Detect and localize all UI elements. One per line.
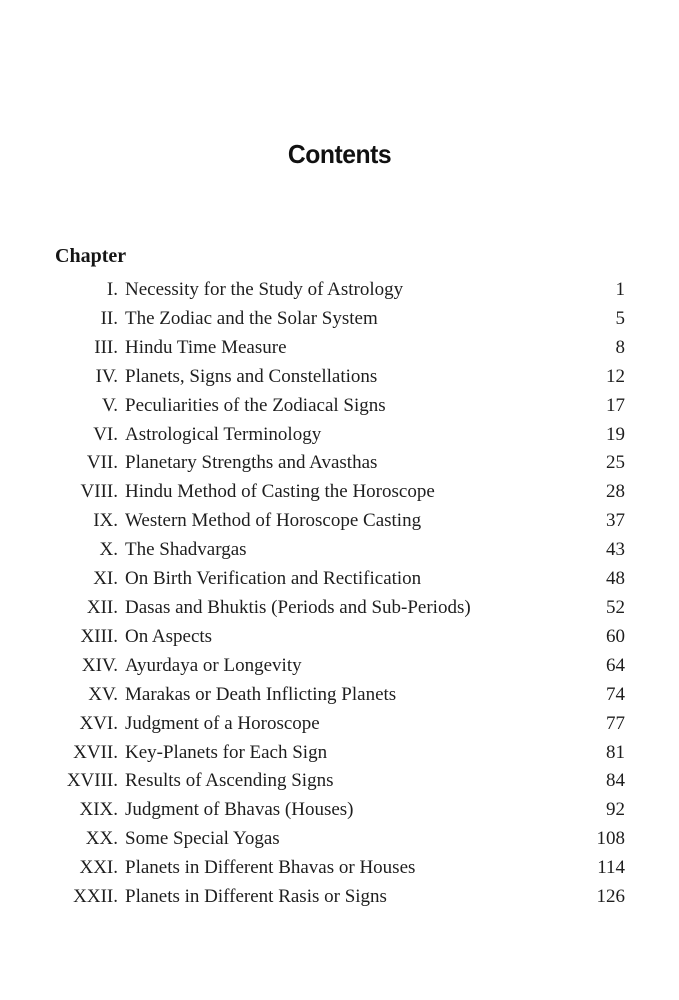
chapter-numeral: XV. bbox=[88, 683, 118, 705]
chapter-title: On Aspects bbox=[125, 625, 213, 647]
chapter-numeral: XVIII. bbox=[66, 770, 118, 792]
chapter-numeral: XVII. bbox=[73, 741, 118, 763]
page-number: 28 bbox=[606, 481, 625, 503]
chapter-title: Dasas and Bhuktis (Periods and Sub-Periods) bbox=[125, 596, 471, 618]
toc-entry-row bbox=[55, 276, 625, 305]
chapter-numeral: IX. bbox=[93, 510, 118, 532]
page-number: 37 bbox=[606, 510, 625, 532]
chapter-title: The Shadvargas bbox=[125, 539, 247, 561]
chapter-numeral: IV. bbox=[95, 365, 118, 387]
chapter-numeral: XIX. bbox=[79, 799, 118, 821]
chapter-heading: Chapter bbox=[55, 245, 127, 267]
toc-entry-row bbox=[55, 681, 625, 710]
chapter-numeral: VIII. bbox=[80, 481, 118, 503]
toc-entry-row bbox=[55, 449, 625, 478]
chapter-title: On Birth Verification and Rectification bbox=[125, 568, 422, 590]
toc-entry-row bbox=[55, 507, 625, 536]
chapter-numeral: I. bbox=[106, 279, 118, 300]
chapter-numeral: III. bbox=[94, 336, 118, 358]
chapter-title: The Zodiac and the Solar System bbox=[125, 307, 378, 329]
page-number: 48 bbox=[606, 568, 625, 590]
chapter-numeral: XXI. bbox=[79, 857, 118, 879]
chapter-title: Ayurdaya or Longevity bbox=[125, 654, 302, 676]
page-number: 84 bbox=[606, 770, 625, 792]
toc-entry-row bbox=[55, 421, 625, 450]
page-title: Contents bbox=[287, 139, 392, 169]
chapter-title: Planets in Different Bhavas or Houses bbox=[125, 857, 416, 879]
chapter-title: Planets in Different Rasis or Signs bbox=[125, 886, 387, 908]
page-number: 60 bbox=[606, 625, 625, 647]
page-number: 17 bbox=[606, 394, 625, 416]
chapter-numeral: VII. bbox=[86, 452, 118, 474]
page-number: 108 bbox=[596, 828, 625, 850]
toc-entry-row bbox=[55, 883, 625, 912]
chapter-numeral: XIV. bbox=[81, 654, 118, 676]
toc-entry-row bbox=[55, 536, 625, 565]
toc-entry-row bbox=[55, 478, 625, 507]
page-number: 25 bbox=[606, 452, 625, 474]
chapter-numeral: X. bbox=[99, 539, 118, 561]
page-number: 43 bbox=[606, 539, 625, 561]
toc-entry-row bbox=[55, 594, 625, 623]
toc-entry-row bbox=[55, 796, 625, 825]
toc-entry-row bbox=[55, 565, 625, 594]
page-number: 126 bbox=[596, 886, 625, 908]
page-number: 5 bbox=[615, 307, 625, 329]
toc-entry-row bbox=[55, 305, 625, 334]
toc-entry-row bbox=[55, 623, 625, 652]
chapter-title: Western Method of Horoscope Casting bbox=[125, 510, 422, 532]
page-number: 19 bbox=[606, 423, 625, 445]
page-number: 114 bbox=[597, 857, 625, 879]
chapter-numeral: XXII. bbox=[73, 886, 118, 908]
toc-entry-row bbox=[55, 652, 625, 681]
page-number: 77 bbox=[606, 712, 625, 734]
chapter-title: Hindu Time Measure bbox=[125, 336, 287, 358]
chapter-numeral: V. bbox=[101, 394, 118, 416]
chapter-numeral: XVI. bbox=[79, 712, 118, 734]
toc-entry-row bbox=[55, 334, 625, 363]
page-number: 52 bbox=[606, 596, 625, 618]
chapter-numeral: VI. bbox=[93, 423, 118, 445]
toc-entry-row bbox=[55, 825, 625, 854]
chapter-title: Peculiarities of the Zodiacal Signs bbox=[125, 394, 386, 416]
chapter-title: Necessity for the Study of Astrology bbox=[125, 279, 404, 300]
page-number: 81 bbox=[606, 741, 625, 763]
chapter-title: Some Special Yogas bbox=[125, 828, 280, 850]
page-number: 12 bbox=[606, 365, 625, 387]
chapter-title: Key-Planets for Each Sign bbox=[125, 741, 328, 763]
table-of-contents bbox=[55, 276, 625, 912]
chapter-title: Judgment of Bhavas (Houses) bbox=[125, 799, 354, 821]
chapter-title: Planetary Strengths and Avasthas bbox=[125, 452, 378, 474]
chapter-numeral: XII. bbox=[86, 596, 118, 618]
toc-entry-row bbox=[55, 767, 625, 796]
page-number: 8 bbox=[615, 336, 625, 358]
chapter-numeral: XIII. bbox=[80, 625, 118, 647]
toc-entry-row bbox=[55, 854, 625, 883]
page-number: 92 bbox=[606, 799, 625, 821]
chapter-title: Planets, Signs and Constellations bbox=[125, 365, 378, 387]
chapter-title: Judgment of a Horoscope bbox=[125, 712, 320, 734]
chapter-numeral: XI. bbox=[93, 568, 118, 590]
page-number: 74 bbox=[606, 683, 625, 705]
chapter-title: Hindu Method of Casting the Horoscope bbox=[125, 481, 435, 503]
chapter-title: Marakas or Death Inflicting Planets bbox=[125, 683, 397, 705]
toc-entry-row bbox=[55, 739, 625, 768]
chapter-numeral: XX. bbox=[85, 828, 118, 850]
chapter-numeral: II. bbox=[100, 307, 118, 329]
toc-entry-row bbox=[55, 710, 625, 739]
toc-entry-row bbox=[55, 392, 625, 421]
page-number: 1 bbox=[615, 279, 625, 300]
toc-entry-row bbox=[55, 363, 625, 392]
chapter-title: Astrological Terminology bbox=[125, 423, 322, 445]
page-number: 64 bbox=[606, 654, 625, 676]
chapter-title: Results of Ascending Signs bbox=[125, 770, 334, 792]
